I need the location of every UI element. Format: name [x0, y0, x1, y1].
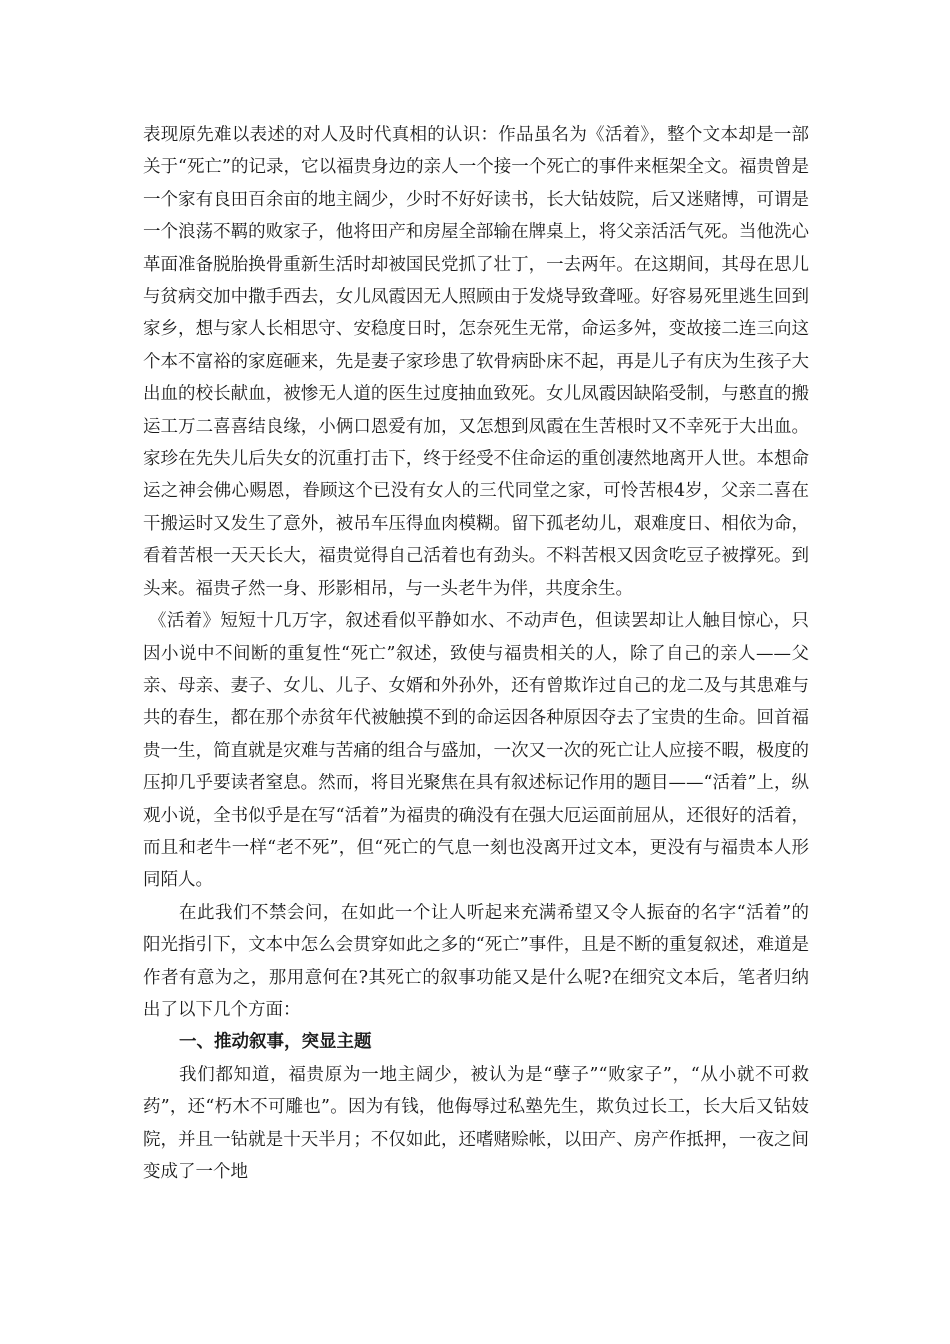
section-heading: 一、推动叙事，突显主题 — [179, 1032, 372, 1053]
document-body — [143, 119, 809, 1188]
paragraph-question: 在此我们不禁会问，在如此一个让人听起来充满希望又令人振奋的名字“活着”的阳光指引下，文本中怎么会贯穿如此之多的“死亡”事件，且是不断的重复叙述，难道是作者有意为之，那用意何在?其死亡的叙事功能又是什么呢?在细究文本后，笔者归纳出了以下几个方面： — [143, 902, 809, 1020]
paragraph-section-one: 我们都知道，福贵原为一地主阔少，被认为是“孽子”“败家子”，“从小就不可救药”，还“朽木不可雕也”。因为有钱，他侮辱过私塾先生，欺负过长工，长大后又钻妓院，并且一钻就是十天半月；不仅如此，还嗜赌赊帐，以田产、房产作抵押，一夜之间变成了一个地 — [143, 1064, 809, 1182]
paragraph-death-narration: 《活着》短短十几万字，叙述看似平静如水、不动声色，但读罢却让人触目惊心，只因小说中不间断的重复性“死亡”叙述，致使与福贵相关的人，除了自己的亲人——父亲、母亲、妻子、女儿、儿子、女婿和外孙外，还有曾欺诈过自己的龙二及与其患难与共的春生，都在那个赤贫年代被触摸不到的命运因各种原因夺去了宝贵的生命。回首福贵一生，简直就是灾难与苦痛的组合与盛加，一次又一次的死亡让人应接不暇，极度的压抑几乎要读者窒息。然而，将目光聚焦在具有叙述标记作用的题目——“活着”上，纵观小说，全书似乎是在写“活着”为福贵的确没有在强大厄运面前屈从，还很好的活着，而且和老牛一样“老不死”，但“死亡的气息一刻也没离开过文本，更没有与福贵本人形同陌人。 — [143, 611, 809, 891]
paragraph-fugui-life-summary: 表现原先难以表述的对人及时代真相的认识：作品虽名为《活着》，整个文本却是一部关于“死亡”的记录，它以福贵身边的亲人一个接一个死亡的事件来框架全文。福贵曾是一个家有良田百余亩的地主阔少，少时不好好读书，长大钻妓院，后又迷赌博，可谓是一个浪荡不羁的败家子，他将田产和房屋全部输在牌桌上，将父亲活活气死。当他洗心革面准备脱胎换骨重新生活时却被国民党抓了壮丁，一去两年。在这期间，其母在思儿与贫病交加中撒手西去，女儿凤霞因无人照顾由于发烧导致聋哑。好容易死里逃生回到家乡，想与家人长相思守、安稳度日时，怎奈死生无常，命运多舛，变故接二连三向这个本不富裕的家庭砸来，先是妻子家珍患了软骨病卧床不起，再是儿子有庆为生孩子大出血的校长献血，被惨无人道的医生过度抽血致死。女儿凤霞因缺陷受制，与憨直的搬运工万二喜喜结良缘，小俩口恩爱有加，又怎想到凤霞在生苦根时又不幸死于大出血。家珍在先失儿后失女的沉重打击下，终于经受不住命运的重创凄然地离开人世。本想命运之神会佛心赐恩，眷顾这个已没有女人的三代同堂之家，可怜苦根4岁，父亲二喜在干搬运时又发生了意外，被吊车压得血肉模糊。留下孤老幼儿，艰难度日、相依为命，看着苦根一天天长大，福贵觉得自己活着也有劲头。不料苦根又因贪吃豆子被撑死。到头来。福贵孑然一身、形影相吊，与一头老牛为伴，共度余生。 — [143, 125, 809, 599]
